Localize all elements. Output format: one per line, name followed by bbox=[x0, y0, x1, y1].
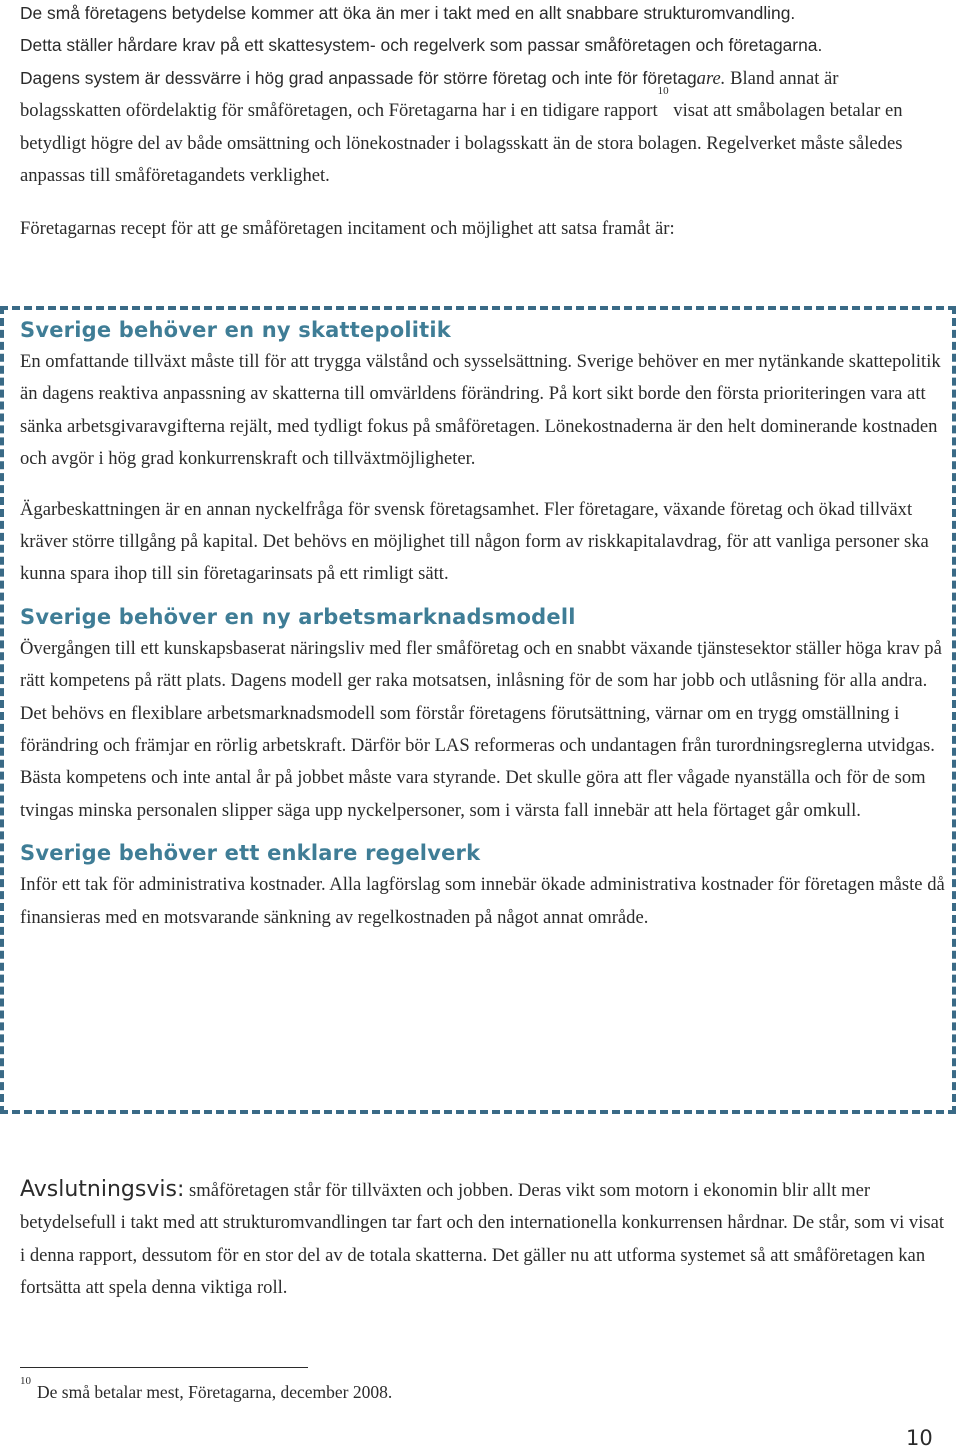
closing-text: småföretagen står för tillväxten och jobben. Deras vikt som motorn i ekonomin blir allt mer betydelsefull i takt med att strukturomvandlingen tar fart och den internationella konkurrensen hårdnar. De står, som vi visat i denna rapport, dessutom för en stor del av de totala skatterna. Det gäller nu att utforma systemet så att småföretagen kan fortsätta att spela denna viktiga roll. bbox=[20, 1180, 945, 1299]
tax-policy-paragraph-2: Ägarbeskattningen är en annan nyckelfråga för svensk företagsamhet. Fler företagare, växande företag och ökad tillväxt kräver större tillgång på kapital. Det behövs en möjlighet till någon form av riskkapitalavdrag, för att vanliga personer ska kunna spara ihop till sin företagarinsats på ett rimligt sätt. bbox=[20, 498, 929, 585]
page-number: 10 bbox=[906, 1426, 933, 1450]
footnote-reference: 10 bbox=[657, 85, 669, 98]
section-heading-tax-policy: Sverige behöver en ny skattepolitik bbox=[20, 318, 451, 342]
closing-lead: Avslutningsvis: bbox=[20, 1177, 185, 1202]
footnote-text: De små betalar mest, Företagarna, december 2008. bbox=[37, 1382, 393, 1402]
proposal-box-content bbox=[20, 314, 945, 934]
intro-section bbox=[20, 0, 945, 192]
tax-policy-paragraph-1: En omfattande tillväxt måste till för att trygga välstånd och sysselsättning. Sverige behöver en mer nytänkande skattepolitik än dagens reaktiva anpassning av skatterna till omvärldens förändring. På kort sikt borde den första prioriteringen vara att sänka arbetsgivaravgifterna rejält, med tydligt fokus på småföretagen. Lönekostnaderna är den helt dominerande kostnaden och avgör i hög grad konkurrenskraft och tillväxtmöjligheter. bbox=[20, 351, 941, 470]
section-heading-regulations: Sverige behöver ett enklare regelverk bbox=[20, 841, 481, 866]
intro-line-3: Dagens system är dessvärre i hög grad anpassade för större företag och inte för företag bbox=[20, 67, 697, 88]
intro-italic-fragment: are. bbox=[696, 67, 726, 89]
labor-market-paragraph: Övergången till ett kunskapsbaserat näringsliv med fler småföretag och en snabbt växande tjänstesektor ställer höga krav på rätt kompetens på rätt plats. Dagens modell ger raka motsatsen, inlåsning för de som har jobb och utlåsning för alla andra. Det behövs en flexiblare arbetsmarknadsmodell som förstår företagens förutsättning, värnar om en trygg omställning i förändring och främjar en rörlig arbetskraft. Därför bör LAS reformeras och undantagen från turordningsreglerna utvidgas. Bästa kompetens och inte antal år på jobbet måste vara styrande. Det skulle göra att fler vågade nyanställa och för de som tvingas minska personalen slipper säga upp nyckelpersoner, som i värsta fall innebär att hela förtaget går omkull. bbox=[20, 637, 942, 821]
intro-paragraph bbox=[20, 62, 945, 193]
closing-paragraph bbox=[20, 1174, 945, 1305]
intro-line-3-rest: Bland annat är bbox=[725, 67, 839, 89]
section-heading-labor-market: Sverige behöver en ny arbetsmarknadsmodell bbox=[20, 604, 576, 629]
intro-line-1: De små företagens betydelse kommer att öka än mer i takt med en allt snabbare strukturomvandling. bbox=[20, 3, 796, 23]
intro-body-before-ref: bolagsskatten ofördelaktig för småföretagen, och Företagarna har i en tidigare rapport bbox=[20, 100, 658, 122]
footnote-number: 10 bbox=[20, 1375, 31, 1387]
intro-body-after-ref: visat att småbolagen betalar en betydligt högre del av både omsättning och lönekostnader i bolagsskatt än de stora bolagen. Regelverket måste således anpassas till småföretagandets verklighet. bbox=[20, 100, 903, 187]
footnote bbox=[20, 1375, 393, 1403]
intro-line-2: Detta ställer hårdare krav på ett skattesystem- och regelverk som passar småföretagen och företagarna. bbox=[20, 35, 823, 56]
regulations-paragraph: Inför ett tak för administrativa kostnader. Alla lagförslag som innebär ökade administrativa kostnader för företagen måste då finansieras med en motsvarande sänkning av regelkostnaden på något annat område. bbox=[20, 874, 945, 928]
footnote-divider bbox=[20, 1367, 308, 1368]
recipe-intro-text: Företagarnas recept för att ge småföretagen incitament och möjlighet att satsa framåt är: bbox=[20, 218, 675, 239]
